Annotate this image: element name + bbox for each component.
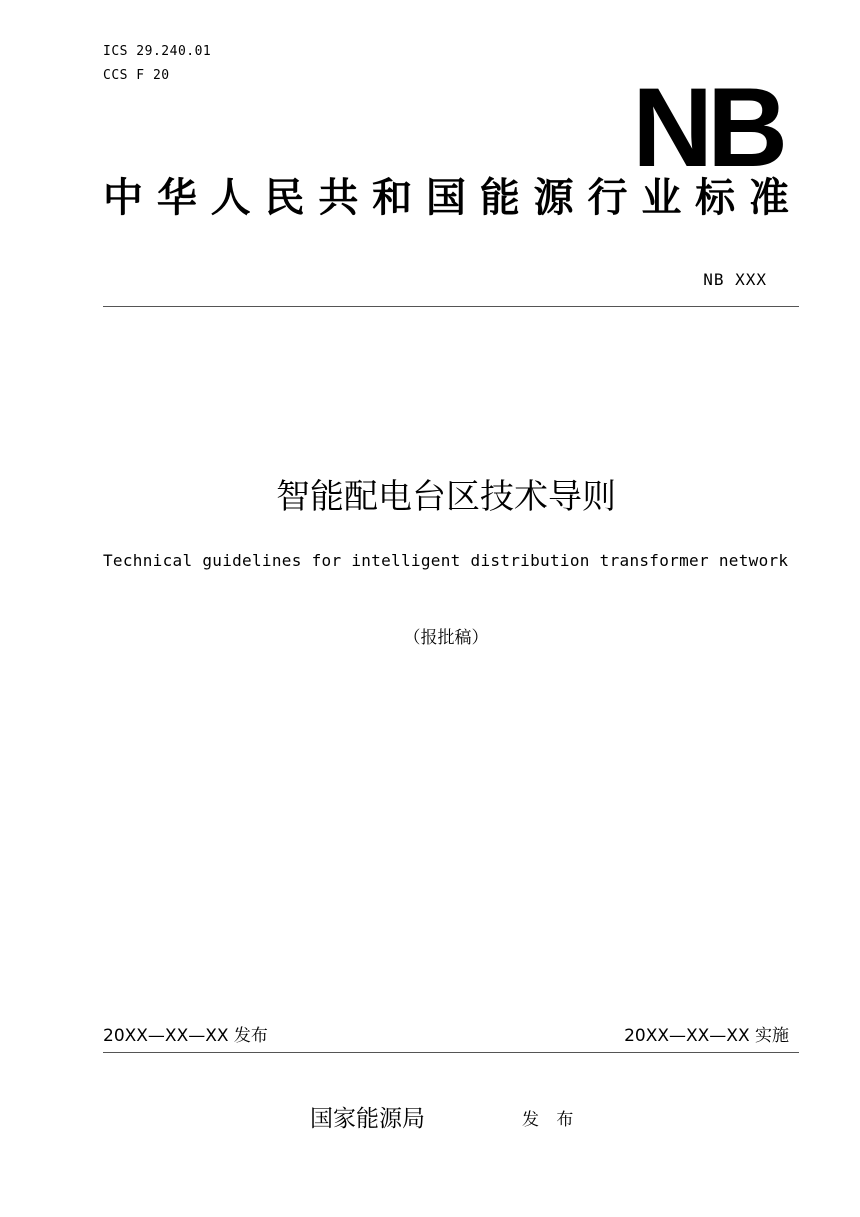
document-title-en: Technical guidelines for intelligent distribution transformer network bbox=[103, 551, 789, 570]
issue-label: 发 布 bbox=[522, 1110, 580, 1130]
standard-number: NB XXX bbox=[703, 270, 767, 289]
issuing-authority: 国家能源局 bbox=[310, 1106, 425, 1132]
ccs-code: CCS F 20 bbox=[103, 68, 170, 83]
implement-date: 20XX—XX—XX 实施 bbox=[624, 1026, 789, 1046]
document-title-cn: 智能配电台区技术导则 bbox=[276, 477, 616, 517]
header-divider bbox=[103, 306, 799, 307]
nb-logo: NB bbox=[632, 65, 782, 190]
publish-date: 20XX—XX—XX 发布 bbox=[103, 1026, 268, 1046]
ics-code: ICS 29.240.01 bbox=[103, 44, 212, 59]
footer-divider bbox=[103, 1052, 799, 1053]
standard-category-title: 中华人民共和国能源行业标准 bbox=[103, 175, 789, 221]
draft-status: （报批稿） bbox=[403, 628, 489, 648]
